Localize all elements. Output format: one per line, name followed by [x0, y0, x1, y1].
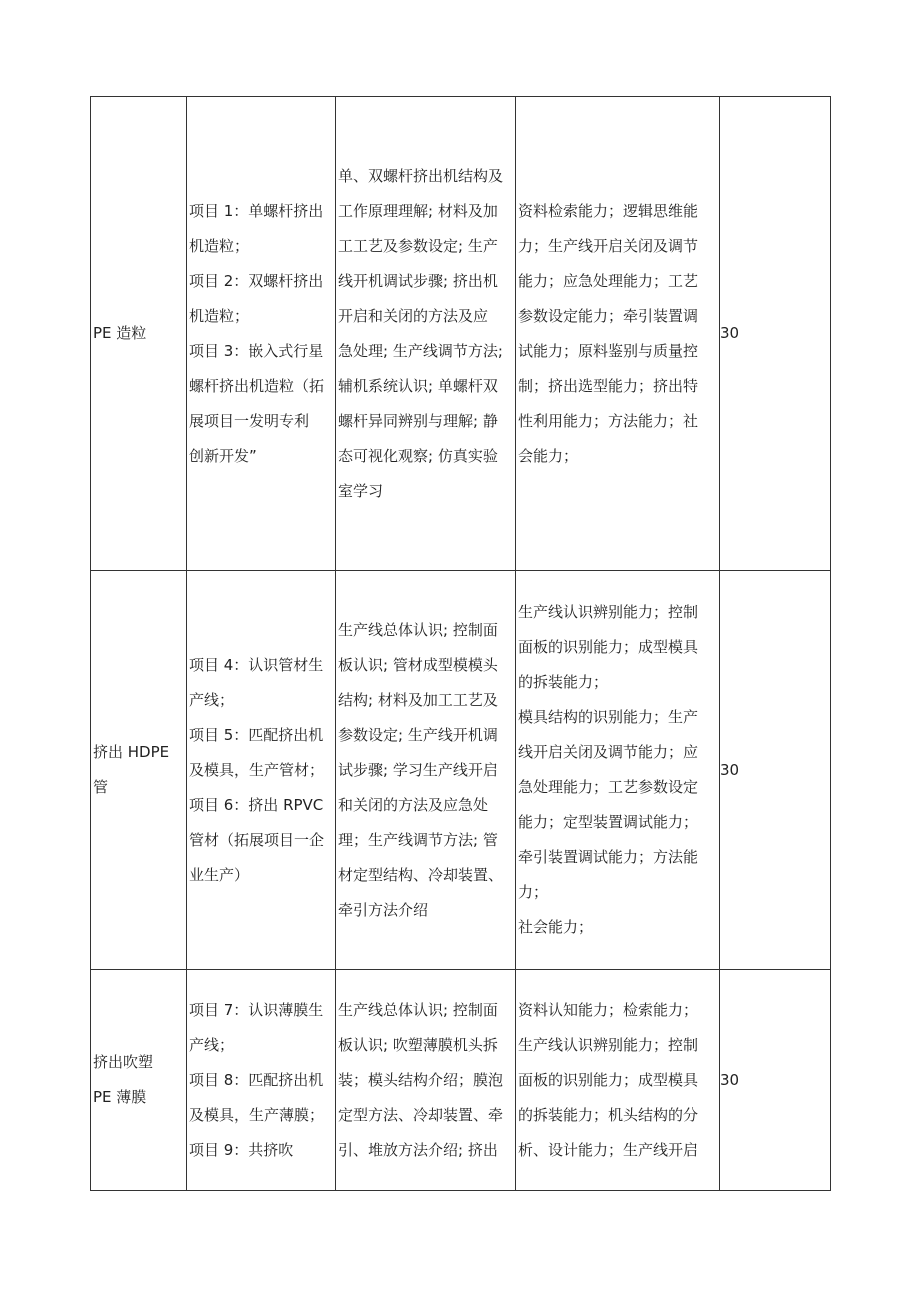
abilities-cell: [516, 97, 720, 571]
content-line: 结构; 材料及加工工艺及: [338, 690, 498, 709]
content-line: 生产线总体认识; 控制面: [338, 620, 498, 639]
project-line: 项目 2：双螺杆挤出: [189, 271, 324, 290]
ability-line: 牵引装置调试能力；方法能: [518, 848, 699, 866]
content-line: 急处理; 生产线调节方法;: [338, 341, 503, 360]
content-line: 辅机系统认识; 单螺杆双: [338, 376, 498, 395]
content-line: 生产线总体认识; 控制面: [338, 1000, 498, 1019]
ability-line: 面板的识别能力；成型模具: [518, 638, 699, 656]
project-line: 螺杆挤出机造粒（拓: [189, 376, 325, 395]
abilities-cell: [516, 571, 720, 970]
ability-line: 生产线认识辨别能力；控制: [518, 603, 699, 621]
ability-line: 能力；应急处理能力；工艺: [518, 271, 699, 290]
project-line: 及模具，生产管材；: [189, 760, 325, 779]
content-line: 装；模头结构介绍；膜泡: [338, 1070, 504, 1089]
module-name: PE 薄膜: [93, 1088, 147, 1106]
module-name: PE 造粒: [93, 324, 147, 342]
module-name: 挤出 HDPE: [93, 743, 170, 761]
content-line: 板认识; 吹塑薄膜机头拆: [338, 1035, 498, 1054]
project-line: 产线；: [189, 1035, 235, 1054]
projects-cell: [187, 97, 336, 571]
content-cell: [336, 571, 516, 970]
project-line: 项目 6：挤出 RPVC: [189, 795, 324, 814]
ability-line: 性利用能力；方法能力；社: [518, 411, 699, 430]
content-cell: [336, 970, 516, 1191]
content-line: 定型方法、冷却装置、牵: [338, 1105, 504, 1124]
project-line: 及模具，生产薄膜；: [189, 1105, 325, 1124]
ability-line: 参数设定能力；牵引装置调: [518, 306, 699, 325]
table-row: [91, 97, 831, 571]
project-line: 机造粒；: [189, 236, 250, 255]
ability-line: 制；挤出选型能力；挤出特: [518, 376, 699, 395]
table-row: [91, 970, 831, 1191]
project-line: 业生产）: [189, 865, 250, 884]
project-line: 项目 7：认识薄膜生: [189, 1000, 324, 1019]
ability-line: 力；生产线开启关闭及调节: [518, 236, 699, 255]
course-table: [90, 96, 831, 1191]
hours-value: 30: [720, 1070, 740, 1089]
content-line: 理；生产线调节方法; 管: [338, 830, 498, 849]
content-line: 参数设定; 生产线开机调: [338, 725, 498, 744]
table-row: [91, 571, 831, 970]
ability-line: 面板的识别能力；成型模具: [518, 1070, 699, 1089]
content-line: 螺杆异同辨别与理解; 静: [338, 411, 498, 430]
ability-line: 试能力；原料鉴别与质量控: [518, 341, 699, 360]
content-line: 态可视化观察; 仿真实验: [338, 446, 498, 465]
projects-cell: [187, 970, 336, 1191]
content-line: 室学习: [338, 481, 384, 500]
content-line: 开启和关闭的方法及应: [338, 306, 489, 325]
content-line: 工工艺及参数设定; 生产: [338, 236, 498, 255]
ability-line: 资料认知能力；检索能力；: [518, 1000, 699, 1019]
content-cell: [336, 97, 516, 571]
hours-cell: [720, 97, 831, 571]
content-line: 板认识; 管材成型模模头: [338, 655, 498, 674]
content-line: 牵引方法介绍: [338, 900, 429, 919]
ability-line: 能力；定型装置调试能力；: [518, 813, 699, 831]
project-line: 项目 5：匹配挤出机: [189, 725, 324, 744]
ability-line: 的拆装能力；: [518, 673, 609, 691]
content-line: 试步骤; 学习生产线开启: [338, 760, 498, 779]
ability-line: 资料检索能力；逻辑思维能: [518, 201, 699, 220]
module-name-cell: [91, 970, 187, 1191]
ability-line: 模具结构的识别能力；生产: [518, 708, 699, 726]
ability-line: 力；: [518, 883, 549, 901]
ability-line: 社会能力；: [518, 918, 594, 936]
project-line: 机造粒；: [189, 306, 250, 325]
hours-value: 30: [720, 324, 740, 342]
content-line: 和关闭的方法及应急处: [338, 795, 489, 814]
project-line: 管材（拓展项目一企: [189, 830, 325, 849]
ability-line: 的拆装能力；机头结构的分: [518, 1105, 699, 1124]
content-line: 线开机调试步骤; 挤出机: [338, 271, 498, 290]
hours-cell: [720, 571, 831, 970]
ability-line: 急处理能力；工艺参数设定: [518, 778, 699, 796]
hours-cell: [720, 970, 831, 1191]
ability-line: 线开启关闭及调节能力；应: [518, 743, 699, 761]
project-line: 项目 1：单螺杆挤出: [189, 201, 324, 220]
content-line: 单、双螺杆挤出机结构及: [338, 166, 504, 185]
project-line: 项目 3：嵌入式行星: [189, 341, 324, 360]
project-line: 产线；: [189, 690, 235, 709]
ability-line: 会能力；: [518, 446, 579, 465]
ability-line: 生产线认识辨别能力；控制: [518, 1035, 699, 1054]
module-name: 挤出吹塑: [93, 1053, 154, 1071]
abilities-cell: [516, 970, 720, 1191]
content-line: 工作原理理解; 材料及加: [338, 201, 498, 220]
project-line: 创新开发”: [189, 446, 257, 465]
project-line: 项目 8：匹配挤出机: [189, 1070, 324, 1089]
hours-value: 30: [720, 760, 740, 779]
content-line: 材定型结构、冷却装置、: [338, 865, 504, 884]
project-line: 展项目一发明专利: [189, 411, 310, 430]
content-line: 引、堆放方法介绍; 挤出: [338, 1140, 498, 1159]
ability-line: 析、设计能力；生产线开启: [518, 1140, 699, 1159]
module-name-cell: [91, 571, 187, 970]
projects-cell: [187, 571, 336, 970]
module-name: 管: [93, 778, 109, 796]
project-line: 项目 4：认识管材生: [189, 655, 324, 674]
module-name-cell: [91, 97, 187, 571]
project-line: 项目 9：共挤吹: [189, 1140, 294, 1159]
